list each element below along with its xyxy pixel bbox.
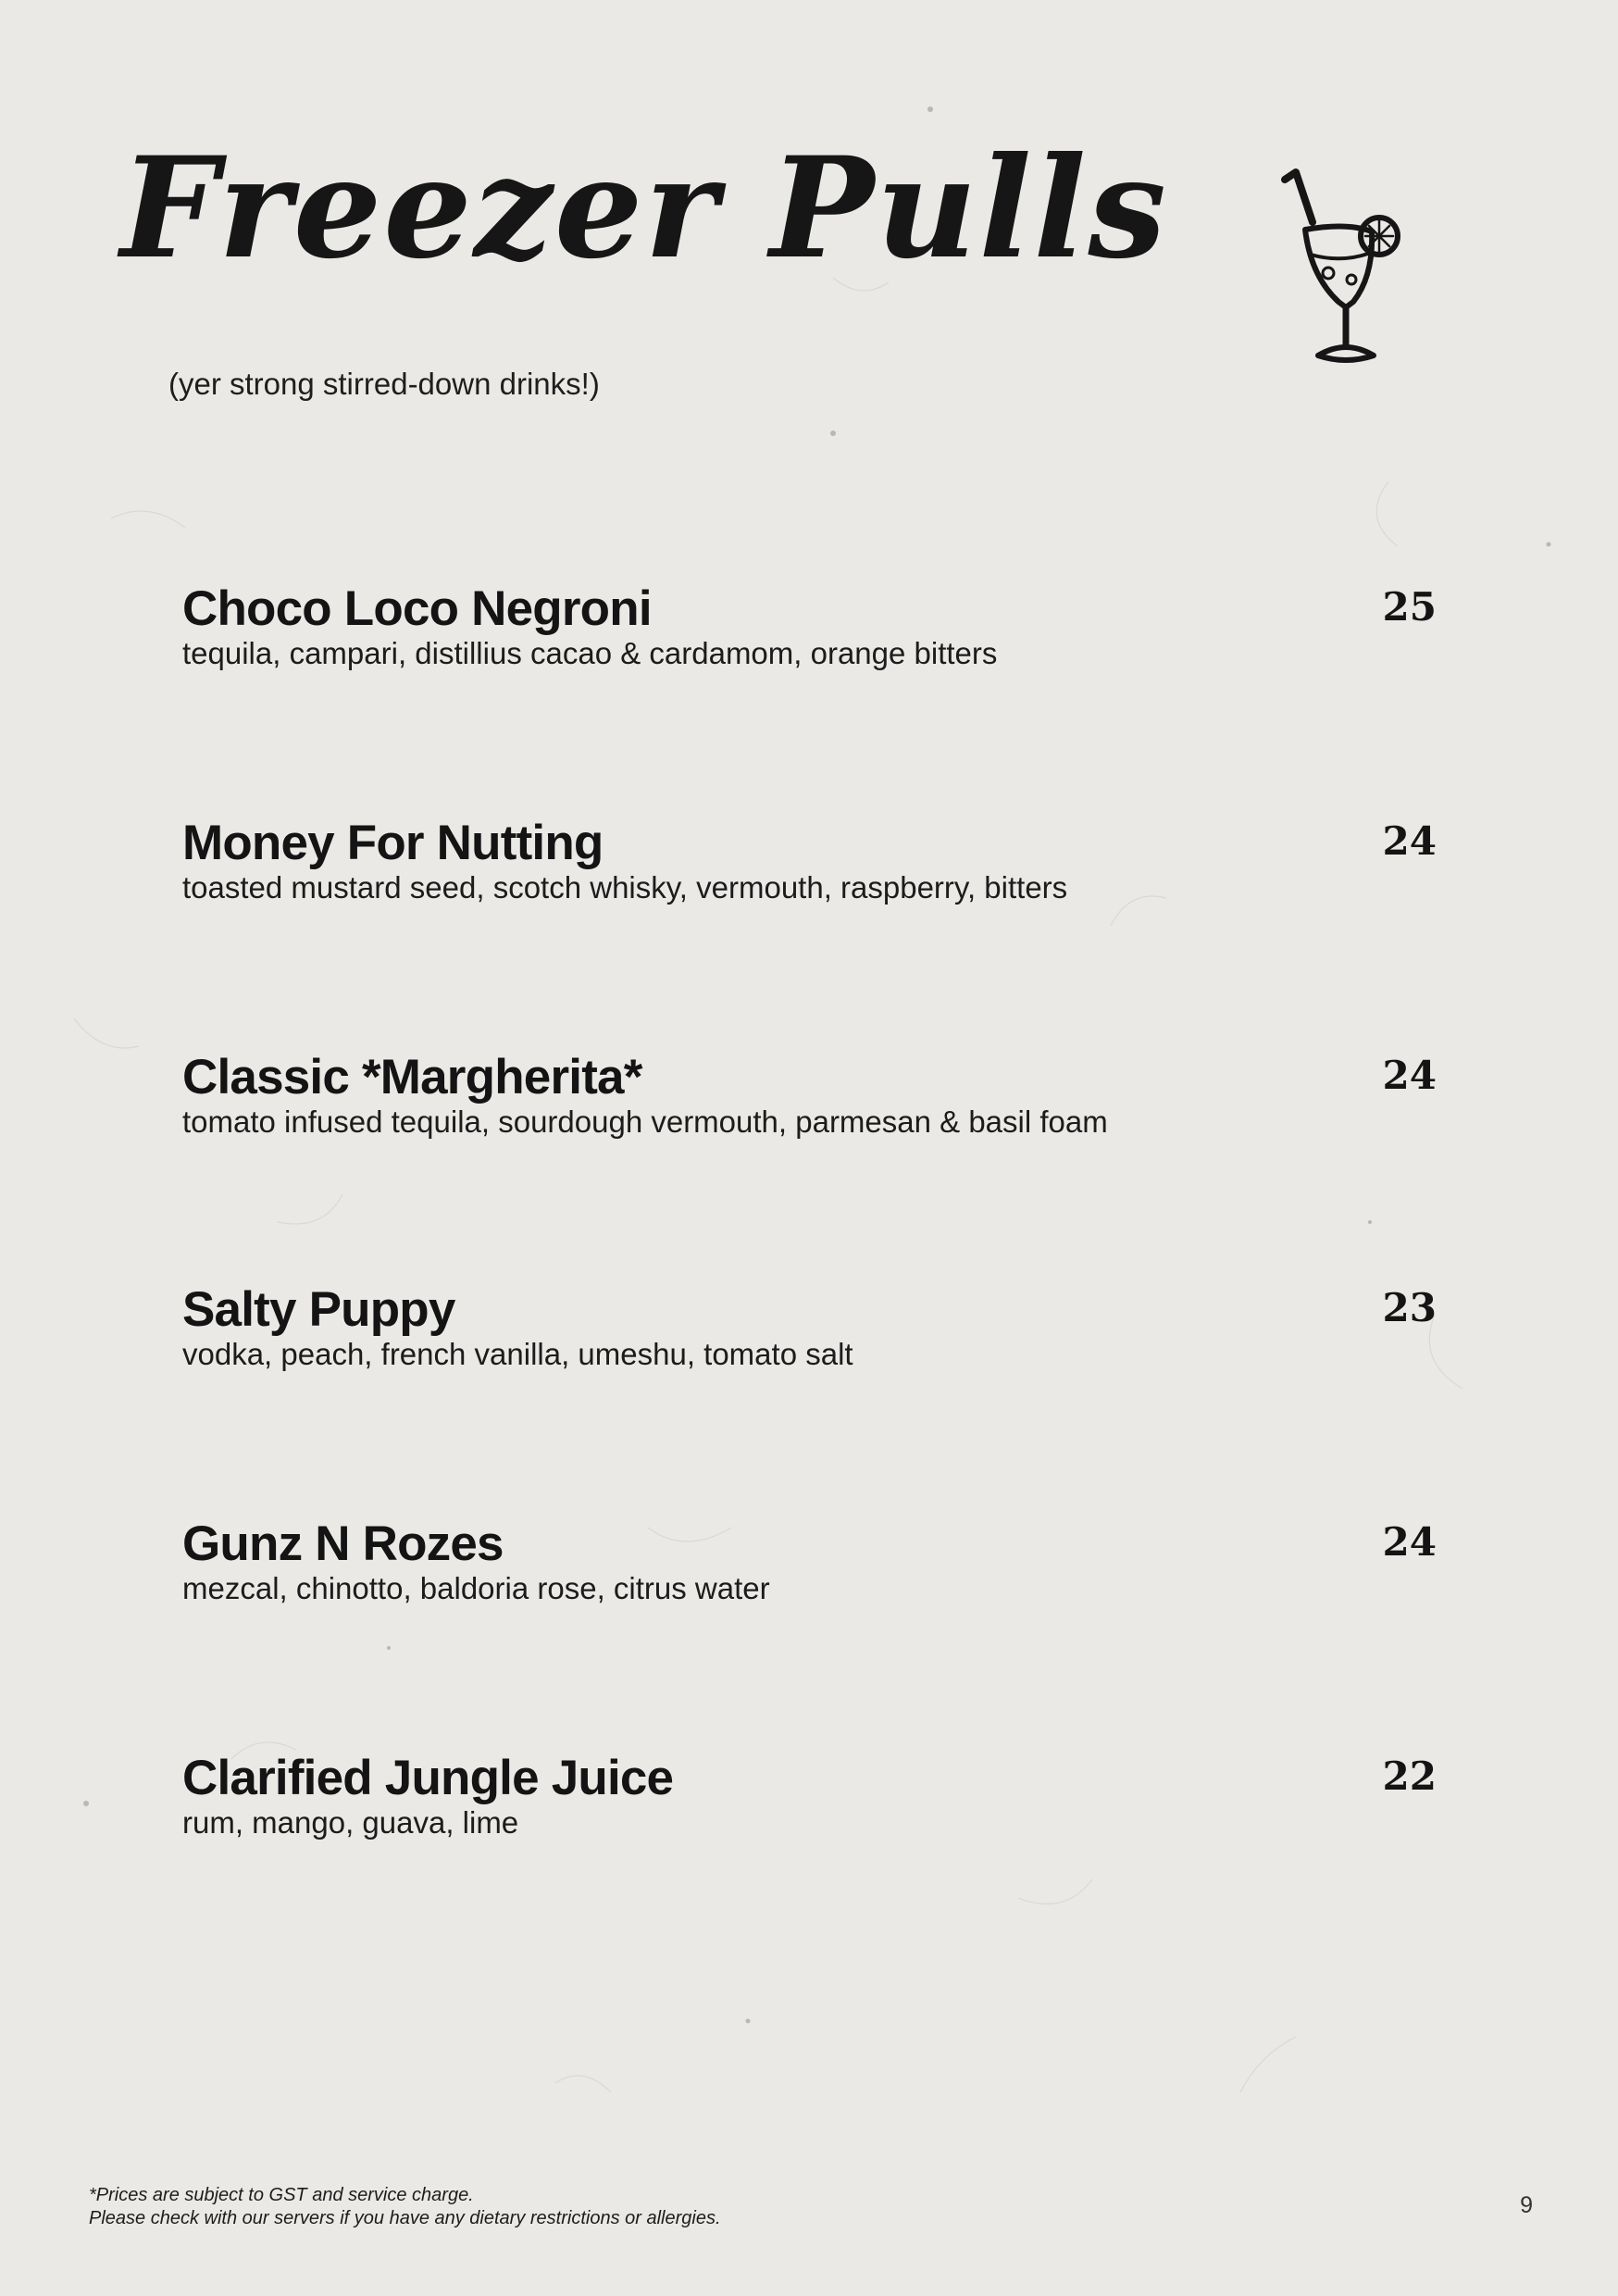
- menu-item-price: 23: [1382, 1285, 1437, 1330]
- menu-item-price: 22: [1382, 1753, 1437, 1799]
- cocktail-glass-icon: [1277, 167, 1416, 370]
- menu-item: [182, 1049, 1437, 1151]
- menu-item-description: tomato infused tequila, sourdough vermouth, parmesan & basil foam: [182, 1104, 1108, 1139]
- footnote-prices: *Prices are subject to GST and service charge.: [89, 2185, 474, 2205]
- menu-item-description: mezcal, chinotto, baldoria rose, citrus water: [182, 1571, 770, 1605]
- page-title: Freezer Pulls: [120, 127, 1168, 290]
- menu-item: [182, 1750, 1437, 1852]
- menu-item-price: 24: [1382, 1519, 1437, 1565]
- menu-item-name: Classic *Margherita*: [182, 1050, 642, 1104]
- menu-item-description: vodka, peach, french vanilla, umeshu, tomato salt: [182, 1337, 853, 1371]
- menu-item: [182, 1281, 1437, 1383]
- menu-item-name: Money For Nutting: [182, 816, 604, 870]
- menu-item-price: 24: [1382, 818, 1437, 864]
- page-number: 9: [1520, 2192, 1533, 2218]
- menu-item: [182, 580, 1437, 682]
- menu-item: [182, 1516, 1437, 1617]
- footnote: [89, 2184, 721, 2230]
- footnote-dietary: Please check with our servers if you have any dietary restrictions or allergies.: [89, 2208, 721, 2228]
- menu-item-name: Gunz N Rozes: [182, 1516, 504, 1571]
- menu-item: [182, 815, 1437, 917]
- menu-item-price: 25: [1382, 584, 1437, 630]
- menu-item-price: 24: [1382, 1053, 1437, 1098]
- page-subtitle: (yer strong stirred-down drinks!): [168, 367, 600, 401]
- menu-item-name: Choco Loco Negroni: [182, 581, 652, 636]
- menu-item-description: toasted mustard seed, scotch whisky, vermouth, raspberry, bitters: [182, 870, 1068, 905]
- menu-item-description: tequila, campari, distillius cacao & cardamom, orange bitters: [182, 636, 998, 670]
- menu-item-name: Salty Puppy: [182, 1282, 455, 1337]
- menu-item-description: rum, mango, guava, lime: [182, 1805, 519, 1840]
- menu-item-name: Clarified Jungle Juice: [182, 1751, 674, 1805]
